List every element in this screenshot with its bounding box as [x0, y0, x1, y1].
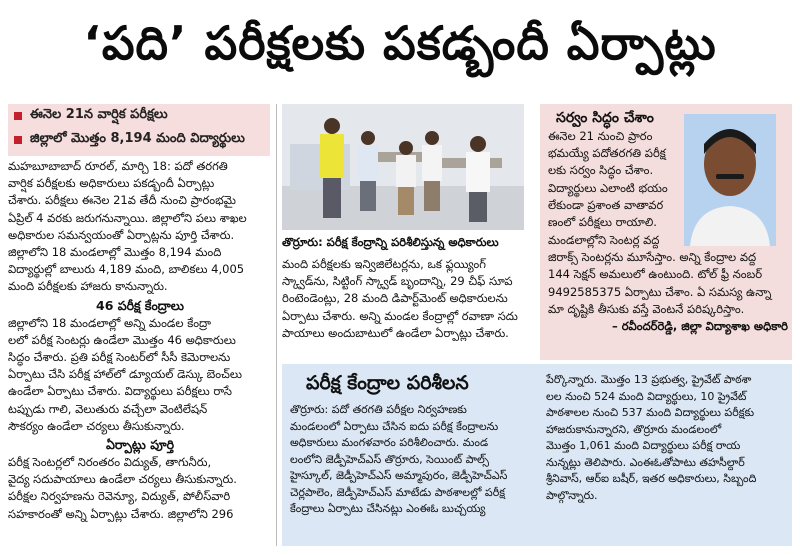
text-line: పరీక్షల నిర్వహణను రెవెన్యూ, విద్యుత్, పోలీస్‌వారి — [8, 489, 231, 504]
text-line: లలో పరీక్ష సెంటర్లు ఉండేలా మొత్తం 46 అధికారులు — [8, 332, 236, 347]
text-line: పేర్కొన్నారు. మొత్తం 13 ప్రభుత్వ, ప్రైవేట్ పాఠశా — [546, 373, 752, 386]
inspection-title: పరీక్ష కేంద్రాల పరిశీలన — [306, 372, 469, 394]
text-line: విద్యార్థులు ఎలాంటి భయం — [548, 180, 668, 195]
text-line: అధికారుల సమన్వయంతో ఏర్పాట్లను పూర్తి చేశారు. — [8, 227, 235, 242]
sidebar-title: సర్వం సిద్ధం చేశాం — [556, 110, 654, 126]
para2 — [8, 315, 272, 435]
text-line: చెర్లపాలెం, జెడ్పీహెచ్ఎస్ మాటేడు పాఠశాలల్లో పరీక్ష — [290, 485, 505, 499]
text-line: కేంద్రాలు ఏర్పాటు చేసినట్లు ఎంఈఓ బుచ్చయ్య — [290, 502, 486, 515]
text-line: ణంలో పరీక్షలు రాయాలి. — [548, 215, 657, 230]
inspection-right-column — [546, 372, 790, 504]
text-line: శ్రీనివాస్, ఆర్ఐ బషీర్, ఇతర అధికారులు, సిబ్బంది — [546, 472, 757, 485]
column-divider — [276, 104, 277, 546]
text-line: స్క్వాడ్‌ను, సిట్టింగ్ స్క్వాడ్ బృందాన్ని, 29 చీఫ్ సూప — [282, 274, 513, 289]
photo-caption: తొర్రూరు: పరీక్ష కేంద్రాన్ని పరిశీలిస్తున్న అధికారులు — [282, 235, 499, 249]
text-line: హైస్కూల్, జెడ్పీహెచ్ఎస్ అమ్మాపురం, జెడ్పీహెచ్ఎస్ — [290, 469, 508, 482]
text-line: ఉండేలా ఏర్పాటు చేశారు. విద్యార్థులు పరీక్షలు రాసే — [8, 384, 232, 399]
text-line: భమయ్యే పదోతరగతి పరీక్ష — [548, 146, 666, 161]
sidebar-signature: – రవీందర్‌రెడ్డి, జిల్లా విద్యాశాఖ అధికారి — [611, 319, 788, 334]
subheading: ఏర్పాట్లు పూర్తి — [105, 437, 175, 453]
para3 — [8, 454, 272, 523]
text-line: టప్పుడు గాలి, వెలుతురు వచ్చేలా వెంటిలేషన్ — [8, 401, 208, 416]
text-line: 144 సెక్షన్ అమలులో ఉంటుంది. టోల్ ఫ్రీ నంబర్ — [548, 267, 763, 282]
sidebar-text-wide — [548, 232, 788, 335]
text-line: పాల్గొన్నారు. — [546, 488, 598, 502]
text-line: 9492585375 ఏర్పాటు చేశాం. ఏ సమస్య ఉన్నా — [548, 284, 772, 299]
text-line: రింటెండెంట్లు, 28 మంది డిపార్ట్‌మెంట్ అధికారులను — [282, 291, 508, 306]
square-bullet-icon — [14, 112, 22, 120]
text-line: పాయాలు అందుబాటులో ఉండేలా ఏర్పాట్లు చేశారు. — [282, 325, 509, 340]
officer-portrait — [684, 114, 776, 246]
highlight-item — [8, 104, 270, 128]
highlight-item — [8, 128, 270, 152]
text-line: చేశారు. పరీక్షలు ఈనెల 21వ తేదీ నుంచి ప్రారంభమై — [8, 193, 236, 208]
text-line: ఈనెల 21 నుంచి ప్రారం — [548, 129, 653, 143]
sidebar-text-narrow — [548, 128, 682, 231]
text-line: మండలాల్లోని సెంటర్ల వద్ద — [548, 233, 660, 247]
headline: ‘పది’ పరీక్షలకు పకడ్బందీ ఏర్పాట్లు — [83, 16, 717, 70]
text-line: మంది పరీక్షలకు ఇన్విజిలేటర్లను, ఒక ఫ్లయ్యింగ్ — [282, 257, 486, 271]
highlight-text: జిల్లాలో మొత్తం 8,194 మంది విద్యార్థులు — [30, 131, 245, 146]
text-line: ఏప్రిల్ 4 వరకు జరుగనున్నాయి. జిల్లాలోని పలు శాఖల — [8, 210, 247, 225]
text-line: మండలంలో ఏర్పాటు చేసిన ఐదు పరీక్ష కేంద్రాలను — [290, 419, 499, 433]
text-line: ఏర్పాటు చేశారు. అన్ని మండల కేంద్రాల్లో రవాణా సదు — [282, 308, 518, 323]
officials-inspecting-photo — [282, 104, 524, 230]
text-line: మొత్తం 1,061 మంది విద్యార్థులు పరీక్ష రాయ — [546, 439, 741, 452]
text-line: జిరాక్స్ సెంటర్లను మూసేస్తాం. అన్ని కేంద్రాల వద్ద — [548, 250, 757, 265]
text-line: మంది పరీక్షలకు హాజరు కానున్నారు. — [8, 279, 168, 294]
text-line: జిల్లాలోని 18 మండలాల్లో అన్ని మండల కేంద్రా — [8, 315, 212, 330]
portrait-photo — [684, 114, 776, 246]
text-line: జిల్లాలోని 18 మండలాల్లో మొత్తం 8,194 మంది — [8, 245, 222, 260]
text-line: లంలోని జెడ్పీహెచ్ఎస్ తొర్రూరు, సెయింట్ పాల్స్ — [290, 452, 489, 466]
text-line: ఏర్పాటు చేసి పరీక్ష హాల్‌లో డ్యూయల్ డెస్కు బెంచ్‌లు — [8, 367, 242, 382]
text-line: విద్యార్థుల్లో బాలురు 4,189 మంది, బాలికలు 4,005 — [8, 262, 245, 277]
text-line: అధికారులు మంగళవారం పరిశీలించారు. మండ — [290, 436, 489, 449]
text-line: లల నుంచి 524 మంది విద్యార్థులు, 10 ప్రైవేట్ — [546, 389, 747, 403]
text-line: నున్నట్లు తెలిపారు. ఎంఈఓతోపాటు తహసీల్దార్ — [546, 455, 745, 469]
text-line: తొర్రూరు: పదో తరగతి పరీక్షల నిర్వహణకు — [290, 403, 467, 416]
column-1 — [8, 158, 272, 523]
inspection-left-column — [290, 402, 540, 518]
text-line: పరీక్ష సెంటర్లలో నిరంతరం విద్యుత్, తాగునీరు, — [8, 455, 212, 470]
subheading: 46 పరీక్ష కేంద్రాలు — [96, 297, 184, 313]
text-line: సౌకర్యం ఉండేలా చర్యలు తీసుకున్నారు. — [8, 418, 185, 433]
column-2 — [282, 256, 526, 342]
highlight-text: ఈనెల 21న వార్షిక పరీక్షలు — [30, 107, 168, 122]
text-line: మహబూబాబాద్ రూరల్, మార్చి 18: పదో తరగతి — [8, 159, 228, 173]
text-line: వైద్య సదుపాయాలు ఉండేలా చర్యలు తీసుకున్నారు. — [8, 472, 237, 487]
news-photo — [282, 104, 524, 230]
text-line: సిద్ధం చేశారు. ప్రతి పరీక్ష సెంటర్‌లో సీసీ కెమెరాలను — [8, 350, 231, 365]
text-line: హాజరుకానున్నారని, తొర్రూరు మండలంలో — [546, 422, 722, 436]
para1 — [8, 158, 272, 296]
text-line: లకు సర్వం సిద్ధం చేశాం. — [548, 163, 654, 178]
text-line: పాఠశాలల నుంచి 537 మంది విద్యార్థులు పరీక్షకు — [546, 406, 755, 419]
text-line: లేకుండా ప్రశాంత వాతావర — [548, 197, 664, 212]
text-line: వార్షిక పరీక్షలకు అధికారులు పకడ్బందీ ఏర్పాట్లు — [8, 176, 215, 191]
highlights-box — [8, 104, 270, 156]
square-bullet-icon — [14, 136, 22, 144]
text-line: మా దృష్టికి తీసుకు వస్తే వెంటనే పరిష్కరిస్తాం. — [548, 301, 745, 316]
text-line: సహకారంతో అన్ని ఏర్పాట్లు చేశారు. జిల్లాలోని 296 — [8, 506, 234, 521]
